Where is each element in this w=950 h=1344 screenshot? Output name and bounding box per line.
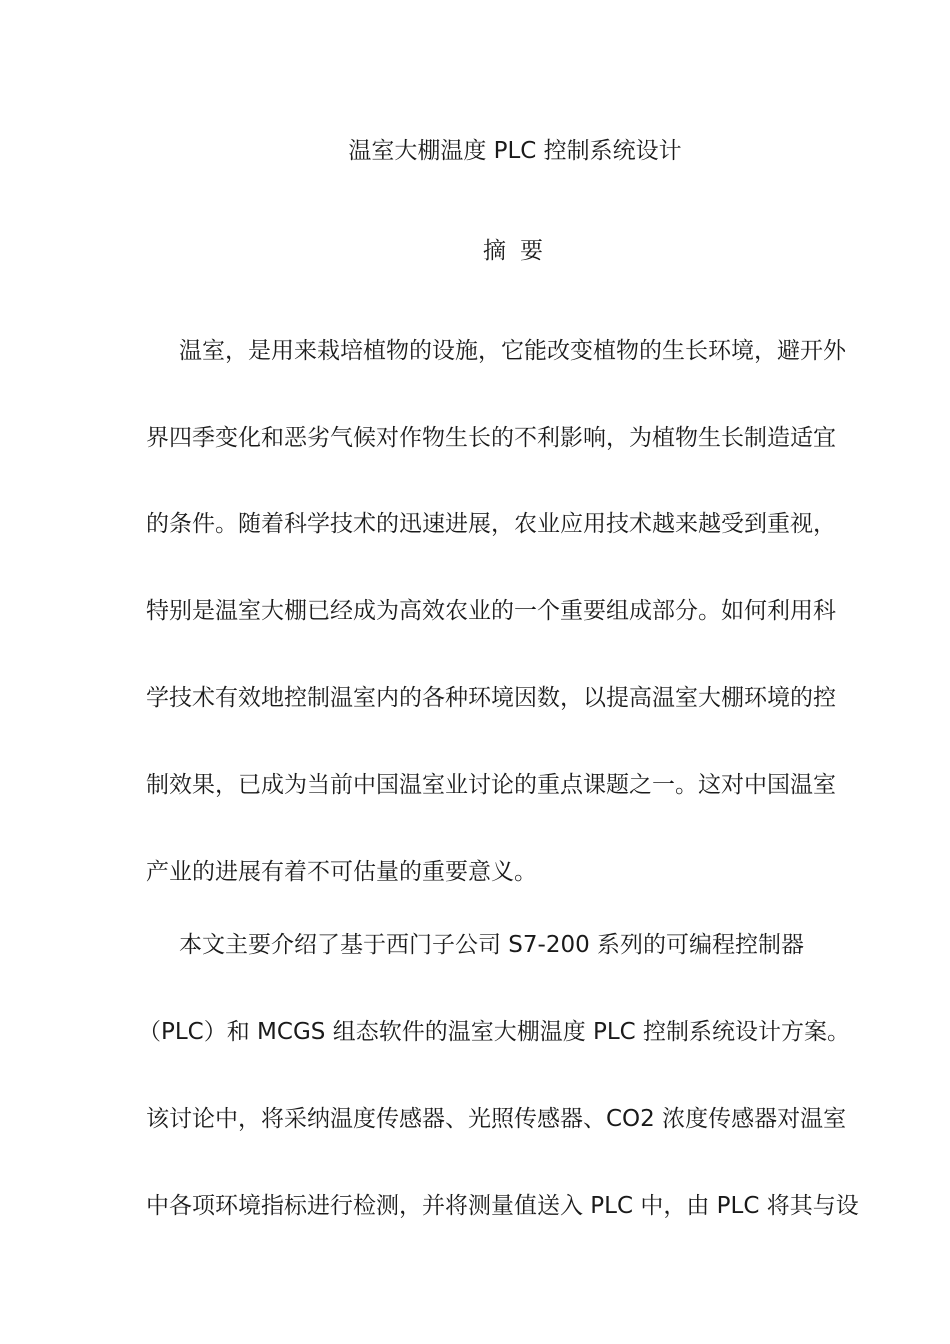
paragraph-2-line-2: （PLC）和 MCGS 组态软件的温室大棚温度 PLC 控制系统设计方案。 <box>138 1019 851 1045</box>
paragraph-1-line-1: 温室，是用来栽培植物的设施，它能改变植物的生长环境，避开外 <box>179 338 846 364</box>
paragraph-1-line-2: 界四季变化和恶劣气候对作物生长的不利影响，为植物生长制造适宜 <box>146 425 836 451</box>
paragraph-1-line-3: 的条件。随着科学技术的迅速进展，农业应用技术越来越受到重视， <box>146 511 836 537</box>
document-title: 温室大棚温度 PLC 控制系统设计 <box>348 138 682 164</box>
paragraph-1-line-4: 特别是温室大棚已经成为高效农业的一个重要组成部分。如何利用科 <box>146 598 836 624</box>
paragraph-1-line-5: 学技术有效地控制温室内的各种环境因数，以提高温室大棚环境的控 <box>146 685 836 711</box>
paragraph-2-line-3: 该讨论中，将采纳温度传感器、光照传感器、CO2 浓度传感器对温室 <box>146 1106 847 1132</box>
abstract-heading: 摘要 <box>483 238 557 264</box>
paragraph-1-line-6: 制效果，已成为当前中国温室业讨论的重点课题之一。这对中国温室 <box>146 772 836 798</box>
paragraph-1-line-7: 产业的进展有着不可估量的重要意义。 <box>146 859 537 885</box>
paragraph-2-line-1: 本文主要介绍了基于西门子公司 S7-200 系列的可编程控制器 <box>179 932 805 958</box>
paragraph-2-line-4: 中各项环境指标进行检测，并将测量值送入 PLC 中，由 PLC 将其与设 <box>146 1193 859 1219</box>
